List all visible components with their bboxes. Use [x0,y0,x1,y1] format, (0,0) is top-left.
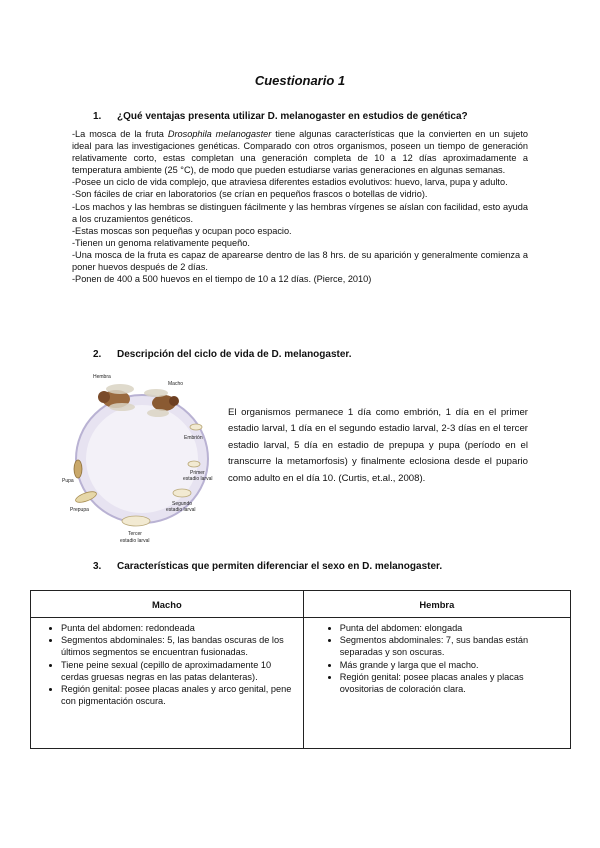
label-first-stage-line2: estadio larval [183,476,213,482]
pupa-icon [74,460,82,478]
answer-point: -Estas moscas son pequeñas y ocupan poco espacio. [72,225,292,236]
paragraph-text: -La mosca de la fruta [72,129,168,139]
species-name: Drosophila melanogaster [167,129,272,139]
question-text: Descripción del ciclo de vida de D. melanogaster. [117,349,352,360]
question-number: 2. [93,349,102,360]
label-female: Hembra [93,374,111,380]
egg-icon [190,424,202,430]
label-male: Macho [168,381,184,387]
macho-list [35,622,297,707]
header-macho: Macho [31,591,304,618]
hembra-cell [303,618,570,749]
sex-comparison-table [30,590,571,749]
answer-point: -Ponen de 400 a 500 huevos en el tiempo de 10 a 12 días. (Pierce, 2010) [72,274,372,285]
answer-point: -Una mosca de la fruta es capaz de aparearse dentro de las 8 hrs. de su aparición y generalmente comienza a poner huevos después de 2 días. [72,249,528,273]
question-text: ¿Qué ventajas presenta utilizar D. melanogaster en estudios de genética? [117,111,468,122]
question-2-heading [93,349,352,360]
question-number: 3. [93,561,102,572]
list-item: • Tiene peine sexual (cepillo de aproximadamente 10 cerdas gruesas negras en las patas delanteras). [61,659,297,683]
paragraph-text: tiene algunas características que la convierten en un sujeto ideal para las investigaciones genéticas. Comparado con otros organismos, poseen un tiempo de generación relativamente corto, estas completan una generación completa de 10 a 12 días aproximadamente a temperatura ambiente (25 °C), de modo que pueden estudiarse varias generaciones en algunas semanas. [72,129,528,176]
list-item: • Más grande y larga que el macho. [340,659,564,671]
life-cycle-description: El organismos permanece 1 día como embrión, 1 día en el primer estadio larval, 1 día en el segundo estadio larval, 2-3 días en el tercer estadio larval, 5 día en estadio de prepupa y pupa (período en el transcurre la metamorfosis) y finalmente eclosiona desde el pupario como adulto en el día 10. (Curtis, et.al., 2008). [228,407,528,484]
hembra-list [314,622,564,695]
label-third-stage: Tercer [128,531,142,537]
answer-point: -Los machos y las hembras se distinguen fácilmente y las hembras vírgenes se aíslan con facilidad, esto ayuda a los cruzamientos genéticos. [72,201,528,224]
answer-point: -Tienen un genoma relativamente pequeño. [72,237,250,248]
question-3-heading [93,561,442,572]
second-larva-icon [173,489,191,497]
list-item: • Región genital: posee placas anales y arco genital, pene con pigmentación oscura. [61,683,297,707]
label-third-stage-line2: estadio larval [120,538,150,544]
header-hembra: Hembra [303,591,570,618]
table-header-row [31,591,571,618]
list-item: • Segmentos abdominales: 7, sus bandas están separadas y son oscuras. [340,634,564,658]
question-number: 1. [93,111,102,122]
macho-cell [31,618,304,749]
list-item: • Punta del abdomen: redondeada [61,622,297,634]
label-embryo: Embrión [184,435,203,441]
third-larva-icon [122,516,150,526]
list-item: • Segmentos abdominales: 5, las bandas oscuras de los últimos segmentos se encuentran fusionadas. [61,634,297,658]
answer-point: -Son fáciles de criar en laboratorios (se crían en pequeños frascos o botellas de vidrio). [72,189,428,200]
table-row [31,618,571,749]
question-1-heading [93,111,468,122]
label-pupa: Pupa [62,478,74,484]
answer-point: -Posee un ciclo de vida complejo, que atraviesa diferentes estadios evolutivos: huevo, larva, pupa y adulto. [72,177,508,188]
list-item: • Punta del abdomen: elongada [340,622,564,634]
list-item: • Región genital: posee placas anales y placas ovositorias de coloración clara. [340,671,564,695]
first-larva-icon [188,461,200,467]
question-text: Características que permiten diferenciar el sexo en D. melanogaster. [117,561,443,572]
life-cycle-diagram [60,367,222,547]
question-1-answer [72,128,528,285]
page-title: Cuestionario 1 [254,73,346,88]
label-first-stage: Primer [190,470,205,476]
answer-paragraph [72,128,528,176]
label-prepupa: Prepupa [70,507,89,513]
life-cycle-figure [60,367,222,547]
label-second-stage: Segundo [172,501,193,507]
label-second-stage-line2: estadio larval [166,507,196,513]
